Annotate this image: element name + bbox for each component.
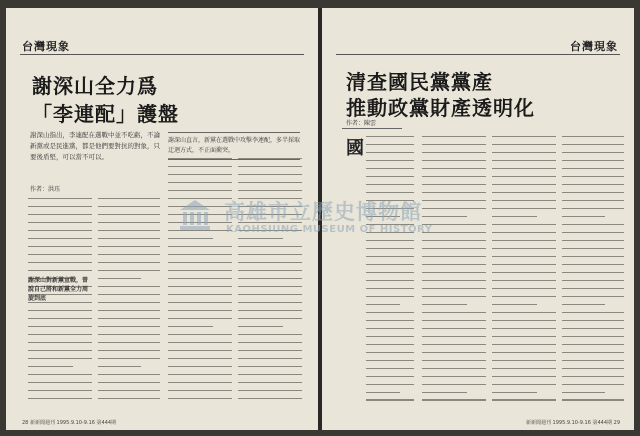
text-line bbox=[28, 254, 92, 255]
text-line bbox=[366, 168, 414, 169]
text-line bbox=[98, 326, 160, 327]
text-line bbox=[422, 272, 486, 273]
text-line bbox=[98, 206, 160, 207]
text-line bbox=[492, 232, 556, 233]
text-line bbox=[492, 280, 556, 281]
text-line bbox=[562, 248, 624, 249]
text-line bbox=[422, 392, 467, 393]
header-rule bbox=[20, 54, 304, 55]
text-line bbox=[28, 206, 92, 207]
text-line bbox=[238, 390, 302, 391]
text-line bbox=[422, 360, 486, 361]
text-line bbox=[238, 230, 302, 231]
watermark-chinese: 高雄市立歷史博物館 bbox=[224, 200, 422, 224]
text-line bbox=[366, 240, 414, 241]
text-line bbox=[366, 344, 414, 345]
text-line bbox=[366, 376, 414, 377]
text-line bbox=[366, 144, 414, 145]
text-line bbox=[28, 358, 92, 359]
headline-line-2: 推動政黨財產透明化 bbox=[346, 96, 535, 120]
text-line bbox=[98, 286, 160, 287]
text-line bbox=[562, 176, 624, 177]
text-line bbox=[168, 190, 232, 191]
text-line bbox=[366, 248, 414, 249]
headline-line-2: 「李連配」護盤 bbox=[32, 102, 179, 126]
text-line bbox=[422, 216, 467, 217]
text-line bbox=[492, 272, 556, 273]
text-line bbox=[98, 278, 141, 279]
text-line bbox=[422, 264, 486, 265]
text-line bbox=[422, 152, 486, 153]
text-line bbox=[238, 286, 302, 287]
text-line bbox=[28, 246, 92, 247]
text-line bbox=[562, 368, 624, 369]
text-line bbox=[366, 352, 414, 353]
text-line bbox=[492, 264, 556, 265]
text-line bbox=[98, 238, 160, 239]
text-line bbox=[168, 230, 232, 231]
text-line bbox=[366, 264, 414, 265]
text-line bbox=[366, 216, 400, 217]
text-line bbox=[422, 376, 486, 377]
text-line bbox=[562, 232, 624, 233]
text-line bbox=[98, 270, 160, 271]
text-line bbox=[238, 374, 302, 375]
text-line bbox=[98, 214, 160, 215]
text-line bbox=[168, 270, 232, 271]
text-line bbox=[238, 262, 302, 263]
text-line bbox=[168, 374, 232, 375]
text-line bbox=[28, 318, 92, 319]
text-line bbox=[422, 288, 486, 289]
text-line bbox=[238, 206, 302, 207]
byline-rule bbox=[342, 128, 402, 129]
text-line bbox=[366, 336, 414, 337]
text-line bbox=[168, 294, 232, 295]
text-line bbox=[562, 328, 624, 329]
text-line bbox=[492, 208, 556, 209]
pull-quote: 謝深山直言，新黨在選戰中攻擊李連配，多半採取迂迴方式，不正面衝突。 bbox=[168, 132, 300, 160]
text-line bbox=[168, 158, 232, 159]
text-line bbox=[492, 216, 537, 217]
text-line bbox=[238, 190, 302, 191]
text-line bbox=[422, 296, 486, 297]
text-line bbox=[492, 328, 556, 329]
text-line bbox=[98, 302, 160, 303]
text-line bbox=[238, 166, 302, 167]
text-line bbox=[366, 256, 414, 257]
text-line bbox=[492, 168, 556, 169]
text-line bbox=[492, 240, 556, 241]
text-line bbox=[492, 368, 556, 369]
text-line bbox=[238, 270, 302, 271]
text-line bbox=[492, 192, 556, 193]
text-line bbox=[422, 176, 486, 177]
text-line bbox=[28, 310, 92, 311]
text-line bbox=[238, 238, 283, 239]
text-line bbox=[422, 248, 486, 249]
text-line bbox=[168, 326, 213, 327]
text-line bbox=[562, 399, 624, 400]
text-line bbox=[168, 382, 232, 383]
text-line bbox=[168, 398, 232, 399]
text-line bbox=[562, 240, 624, 241]
text-line bbox=[168, 246, 232, 247]
text-line bbox=[98, 366, 141, 367]
byline: 作者：陳雲 bbox=[346, 120, 377, 127]
text-line bbox=[562, 304, 605, 305]
text-line bbox=[98, 294, 160, 295]
text-line bbox=[238, 398, 302, 399]
text-line bbox=[422, 328, 486, 329]
text-line bbox=[98, 334, 160, 335]
page-footer: 28 新新聞週刊 1995.9.10-9.16 第444期 bbox=[22, 420, 117, 426]
subhead: 謝深山對新黨宣戰，曾說自己將和新黨全力周旋到底 bbox=[28, 277, 89, 302]
text-line bbox=[422, 280, 486, 281]
text-line bbox=[28, 366, 73, 367]
text-line bbox=[238, 350, 302, 351]
text-line bbox=[422, 136, 486, 137]
text-column-2 bbox=[422, 136, 486, 408]
text-line bbox=[168, 350, 232, 351]
text-line bbox=[492, 176, 556, 177]
text-line bbox=[492, 304, 537, 305]
text-line bbox=[562, 192, 624, 193]
text-line bbox=[422, 240, 486, 241]
text-line bbox=[366, 136, 414, 137]
text-line bbox=[28, 230, 92, 231]
text-line bbox=[562, 272, 624, 273]
text-line bbox=[366, 288, 414, 289]
text-line bbox=[562, 296, 624, 297]
text-line bbox=[366, 272, 414, 273]
text-line bbox=[28, 238, 92, 239]
text-line bbox=[422, 368, 486, 369]
text-line bbox=[562, 384, 624, 385]
text-line bbox=[238, 198, 302, 199]
text-line bbox=[422, 304, 467, 305]
text-line bbox=[238, 310, 302, 311]
watermark-english: KAOHSIUNG MUSEUM OF HISTORY bbox=[226, 224, 433, 235]
text-line bbox=[366, 208, 414, 209]
text-line bbox=[562, 280, 624, 281]
text-line bbox=[168, 318, 232, 319]
text-column-1 bbox=[366, 136, 414, 408]
text-line bbox=[422, 399, 486, 400]
text-line bbox=[562, 224, 624, 225]
text-line bbox=[492, 144, 556, 145]
byline: 作者：洪珏 bbox=[30, 186, 61, 193]
text-line bbox=[98, 374, 160, 375]
text-line bbox=[422, 256, 486, 257]
text-line bbox=[366, 304, 400, 305]
text-line bbox=[422, 312, 486, 313]
text-line bbox=[98, 246, 160, 247]
text-line bbox=[238, 342, 302, 343]
text-line bbox=[366, 224, 414, 225]
text-line bbox=[562, 136, 624, 137]
text-line bbox=[98, 398, 160, 399]
text-line bbox=[28, 326, 92, 327]
text-line bbox=[28, 270, 92, 271]
text-line bbox=[238, 214, 302, 215]
text-line bbox=[238, 318, 302, 319]
text-line bbox=[422, 192, 486, 193]
text-line bbox=[98, 390, 160, 391]
text-line bbox=[562, 320, 624, 321]
text-line bbox=[366, 320, 414, 321]
text-line bbox=[98, 350, 160, 351]
text-line bbox=[562, 392, 605, 393]
text-line bbox=[492, 336, 556, 337]
text-line bbox=[168, 254, 232, 255]
section-label: 台灣現象 bbox=[570, 40, 618, 53]
text-line bbox=[98, 310, 160, 311]
text-line bbox=[98, 342, 160, 343]
drop-cap: 國 bbox=[346, 138, 364, 159]
text-line bbox=[98, 262, 160, 263]
text-line bbox=[422, 232, 486, 233]
text-line bbox=[98, 230, 160, 231]
text-line bbox=[492, 248, 556, 249]
page-footer: 新新聞週刊 1995.9.10-9.16 第444期 29 bbox=[525, 420, 620, 426]
text-line bbox=[492, 256, 556, 257]
text-line bbox=[28, 382, 92, 383]
text-line bbox=[366, 368, 414, 369]
text-line bbox=[492, 296, 556, 297]
text-column-3 bbox=[168, 158, 232, 408]
text-line bbox=[492, 200, 556, 201]
text-line bbox=[238, 174, 302, 175]
text-line bbox=[492, 184, 556, 185]
text-line bbox=[168, 222, 232, 223]
text-line bbox=[492, 360, 556, 361]
text-line bbox=[238, 358, 302, 359]
text-line bbox=[28, 214, 92, 215]
text-line bbox=[238, 246, 302, 247]
text-line bbox=[238, 334, 302, 335]
text-line bbox=[98, 198, 160, 199]
text-line bbox=[238, 278, 302, 279]
text-line bbox=[238, 294, 302, 295]
text-line bbox=[168, 310, 232, 311]
text-line bbox=[28, 350, 92, 351]
text-line bbox=[238, 366, 302, 367]
text-line bbox=[492, 344, 556, 345]
header-rule bbox=[336, 54, 620, 55]
text-line bbox=[562, 144, 624, 145]
text-line bbox=[562, 352, 624, 353]
text-line bbox=[422, 384, 486, 385]
text-line bbox=[28, 374, 92, 375]
text-line bbox=[366, 200, 414, 201]
text-line bbox=[366, 360, 414, 361]
text-line bbox=[366, 328, 414, 329]
text-line bbox=[366, 399, 414, 400]
text-line bbox=[422, 168, 486, 169]
text-line bbox=[562, 344, 624, 345]
headline-line-1: 謝深山全力爲 bbox=[32, 74, 158, 98]
text-line bbox=[422, 144, 486, 145]
text-line bbox=[422, 344, 486, 345]
text-line bbox=[168, 198, 232, 199]
text-line bbox=[28, 334, 92, 335]
text-line bbox=[238, 222, 302, 223]
text-line bbox=[562, 336, 624, 337]
right-page bbox=[322, 8, 634, 430]
text-line bbox=[168, 206, 232, 207]
text-line bbox=[366, 296, 414, 297]
text-line bbox=[98, 358, 160, 359]
text-line bbox=[366, 312, 414, 313]
text-line bbox=[366, 176, 414, 177]
text-line bbox=[168, 342, 232, 343]
text-line bbox=[168, 302, 232, 303]
text-line bbox=[98, 222, 160, 223]
text-line bbox=[28, 390, 92, 391]
text-line bbox=[168, 174, 232, 175]
article-dek: 謝深山指出，李連配在選戰中並不吃虧，不論新黨或是民進黨，都是他們要對抗的對象，只要後盾堅，可以當不可以。 bbox=[30, 131, 160, 161]
text-line bbox=[98, 254, 160, 255]
text-line bbox=[238, 326, 283, 327]
text-line bbox=[28, 342, 92, 343]
text-column-2 bbox=[98, 198, 160, 408]
text-line bbox=[366, 232, 414, 233]
text-line bbox=[168, 278, 232, 279]
text-line bbox=[492, 312, 556, 313]
text-line bbox=[28, 398, 92, 399]
text-line bbox=[562, 360, 624, 361]
text-column-3 bbox=[492, 136, 556, 408]
text-line bbox=[562, 208, 624, 209]
text-line bbox=[422, 160, 486, 161]
text-line bbox=[366, 392, 400, 393]
text-line bbox=[422, 336, 486, 337]
text-line bbox=[168, 334, 232, 335]
text-line bbox=[562, 152, 624, 153]
text-line bbox=[168, 262, 232, 263]
text-line bbox=[168, 366, 232, 367]
text-line bbox=[562, 256, 624, 257]
text-line bbox=[492, 288, 556, 289]
text-line bbox=[562, 312, 624, 313]
text-line bbox=[562, 184, 624, 185]
text-line bbox=[168, 286, 232, 287]
text-line bbox=[366, 184, 414, 185]
text-line bbox=[366, 192, 414, 193]
text-line bbox=[492, 224, 556, 225]
text-line bbox=[562, 264, 624, 265]
headline-line-1: 清查國民黨黨產 bbox=[346, 70, 493, 94]
text-line bbox=[492, 352, 556, 353]
left-page bbox=[6, 8, 318, 430]
text-line bbox=[168, 182, 232, 183]
text-line bbox=[422, 208, 486, 209]
text-line bbox=[492, 160, 556, 161]
text-line bbox=[492, 136, 556, 137]
text-column-4 bbox=[238, 158, 302, 408]
text-line bbox=[562, 160, 624, 161]
text-line bbox=[562, 376, 624, 377]
text-line bbox=[168, 214, 232, 215]
text-line bbox=[562, 216, 605, 217]
text-line bbox=[98, 318, 160, 319]
text-line bbox=[492, 392, 537, 393]
text-line bbox=[168, 238, 213, 239]
text-line bbox=[238, 158, 302, 159]
text-column-1 bbox=[28, 198, 92, 408]
text-line bbox=[562, 200, 624, 201]
text-line bbox=[492, 384, 556, 385]
text-line bbox=[98, 382, 160, 383]
text-line bbox=[238, 382, 302, 383]
text-line bbox=[422, 200, 486, 201]
text-line bbox=[366, 384, 414, 385]
text-line bbox=[422, 352, 486, 353]
text-line bbox=[238, 302, 302, 303]
text-column-4 bbox=[562, 136, 624, 408]
text-line bbox=[28, 262, 92, 263]
text-line bbox=[366, 280, 414, 281]
text-line bbox=[28, 222, 92, 223]
text-line bbox=[168, 358, 232, 359]
text-line bbox=[422, 184, 486, 185]
text-line bbox=[366, 160, 414, 161]
text-line bbox=[492, 399, 556, 400]
text-line bbox=[422, 224, 486, 225]
text-line bbox=[238, 182, 302, 183]
text-line bbox=[366, 152, 414, 153]
text-line bbox=[492, 152, 556, 153]
text-line bbox=[492, 320, 556, 321]
text-line bbox=[168, 390, 232, 391]
text-line bbox=[28, 198, 92, 199]
section-label: 台灣現象 bbox=[22, 40, 70, 53]
text-line bbox=[562, 168, 624, 169]
text-line bbox=[492, 376, 556, 377]
text-line bbox=[562, 288, 624, 289]
text-line bbox=[238, 254, 302, 255]
text-line bbox=[422, 320, 486, 321]
text-line bbox=[168, 166, 232, 167]
